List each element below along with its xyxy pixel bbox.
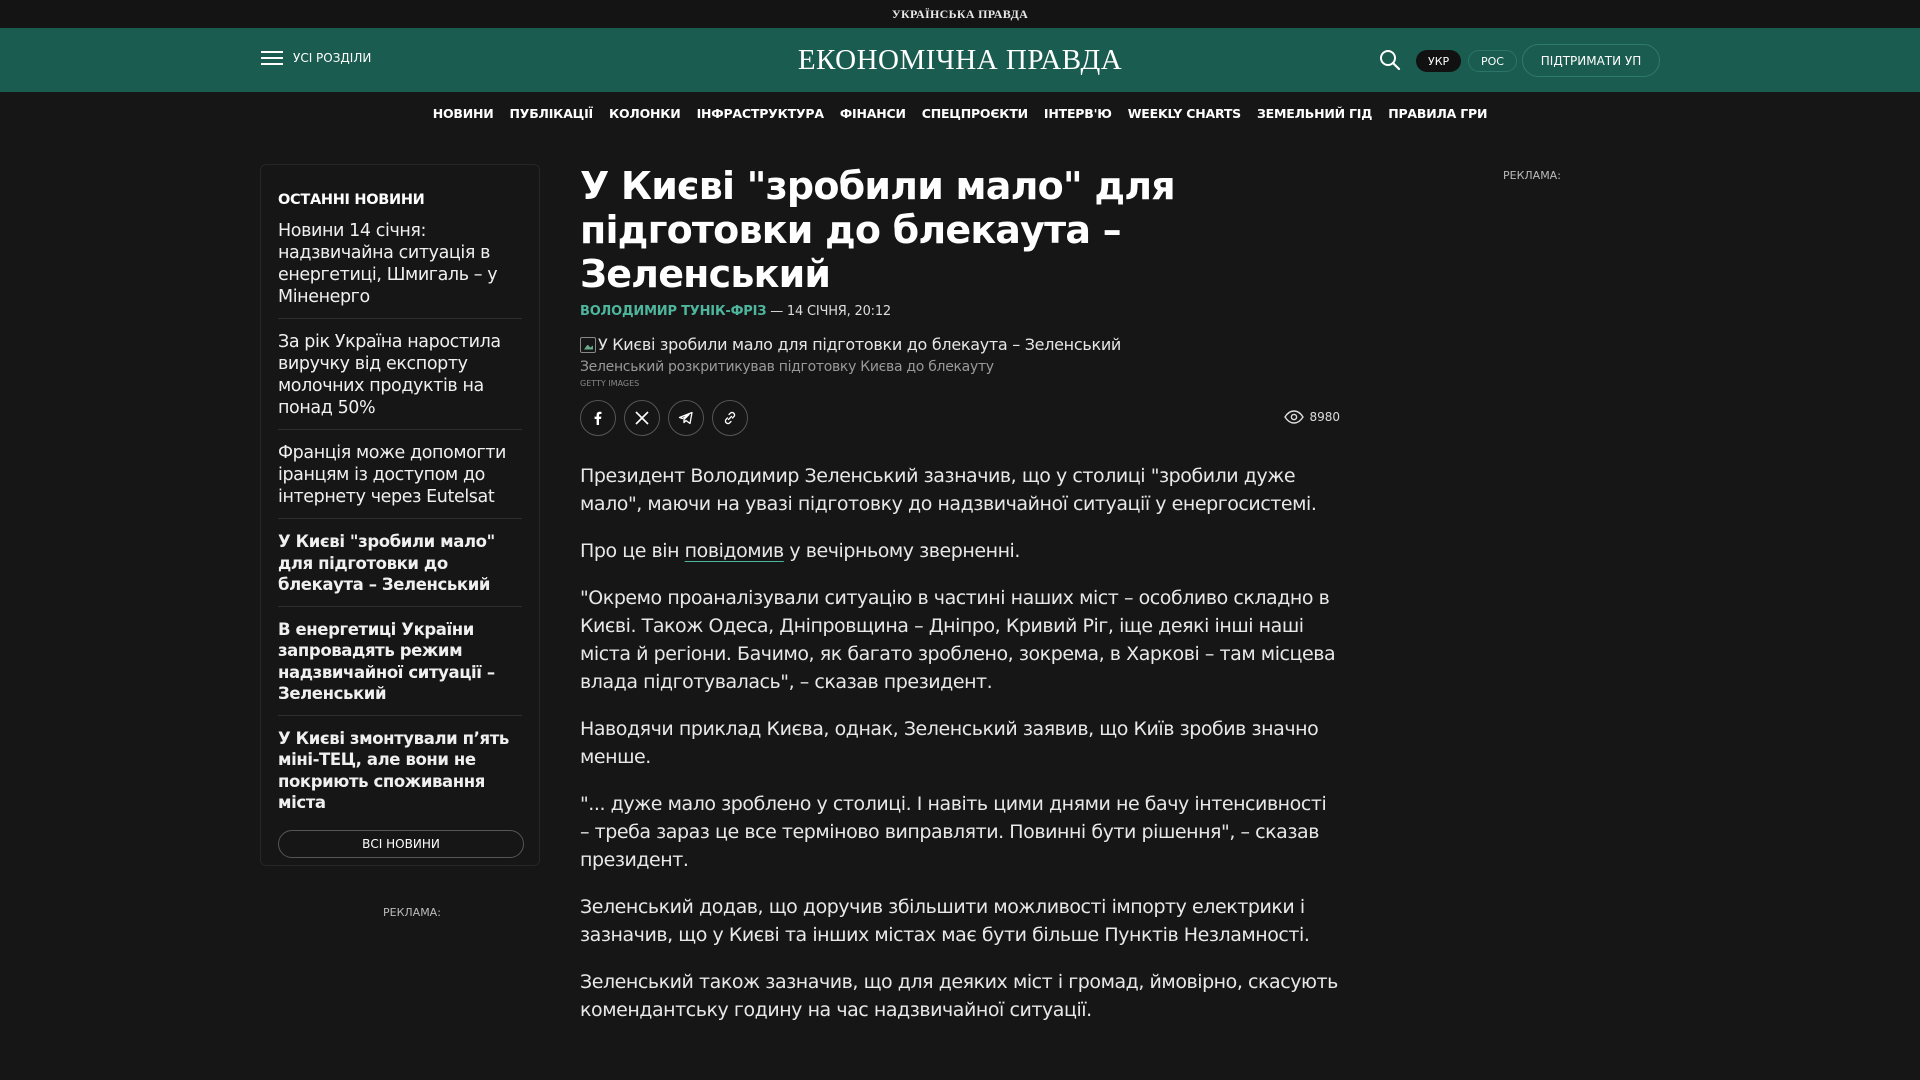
all-news-button[interactable]: ВСІ НОВИНИ — [278, 830, 524, 858]
latest-news-title: ОСТАННІ НОВИНИ — [278, 192, 425, 208]
search-icon[interactable] — [1379, 49, 1401, 71]
article-title: У Києві "зробили мало" для підготовки до блекаута – Зеленський — [580, 164, 1175, 296]
article-paragraph: Зеленський також зазначив, що для деяких міст і громад, ймовірно, скасують комендантську годину на час надзвичайної ситуації. — [580, 971, 1338, 1021]
nav-item-interview[interactable]: ІНТЕРВ'Ю — [1043, 106, 1112, 121]
up-logo[interactable]: УКРАЇНСЬКА ПРАВДА — [891, 6, 1029, 21]
article-date: — 14 СІЧНЯ, 20:12 — [766, 304, 891, 319]
article-paragraph — [580, 537, 1340, 565]
site-header — [0, 28, 1920, 92]
article-image-alt-text: У Києві зробили мало для підготовки до блекаута – Зеленський — [598, 335, 1122, 354]
news-list-item[interactable]: Франція може допомогти іранцям із доступом до інтернету через Eutelsat — [278, 430, 522, 519]
lang-ros-button[interactable]: РОС — [1468, 50, 1517, 72]
article — [580, 164, 1340, 1024]
nav-item-columns[interactable]: КОЛОНКИ — [608, 106, 681, 121]
ad-label-right: РЕКЛАМА: — [1503, 169, 1561, 182]
copy-link-button[interactable] — [712, 400, 748, 436]
news-list-item[interactable]: У Києві "зробили мало" для підготовки до блекаута – Зеленський — [278, 519, 522, 607]
article-author-link[interactable]: ВОЛОДИМИР ТУНІК-ФРІЗ — [580, 304, 767, 319]
news-list-item[interactable]: За рік Україна наростила виручку від експорту молочних продуктів на понад 50% — [278, 319, 522, 430]
nav-item-rules-of-game[interactable]: ПРАВИЛА ГРИ — [1388, 106, 1488, 121]
news-list-item[interactable]: В енергетиці України запровадять режим надзвичайної ситуації – Зеленський — [278, 607, 522, 716]
share-facebook-button[interactable] — [580, 400, 616, 436]
ad-label-left: РЕКЛАМА: — [383, 906, 441, 919]
nav-item-special-projects[interactable]: СПЕЦПРОЄКТИ — [921, 106, 1028, 121]
article-image — [580, 335, 1340, 354]
news-list-item[interactable]: Новини 14 січня: надзвичайна ситуація в енергетиці, Шмигаль – у Міненерго — [278, 216, 522, 319]
paragraph-text: у вечірньому зверненні. — [783, 540, 1020, 562]
x-icon — [635, 411, 649, 425]
nav-item-weekly-charts[interactable]: WEEKLY CHARTS — [1127, 106, 1241, 121]
lang-ukr-button[interactable]: УКР — [1416, 50, 1461, 72]
nav-item-finance[interactable]: ФІНАНСИ — [839, 106, 906, 121]
article-byline — [580, 304, 1340, 319]
broken-image-icon — [580, 337, 596, 353]
image-caption: Зеленський розкритикував підготовку Києва до блекауту — [580, 359, 994, 375]
view-count: 8980 — [1309, 410, 1340, 424]
article-paragraph: Президент Володимир Зеленський зазначив, що у столиці "зробили дуже мало", маючи на увазі підготовку до надзвичайної ситуації у енергосистемі. — [580, 465, 1317, 515]
main-nav — [0, 92, 1920, 135]
share-telegram-button[interactable] — [668, 400, 704, 436]
article-body — [580, 462, 1340, 1024]
support-button[interactable]: ПІДТРИМАТИ УП — [1522, 44, 1660, 77]
site-logo[interactable]: ЕКОНОМІЧНА ПРАВДА — [797, 44, 1123, 76]
paragraph-text: Про це він — [580, 540, 685, 562]
link-icon — [722, 410, 738, 426]
eye-icon — [1284, 410, 1304, 424]
telegram-icon — [678, 410, 694, 426]
image-credit: GETTY IMAGES — [580, 379, 640, 388]
news-list-item[interactable]: У Києві змонтували п’ять міні-ТЕЦ, але вони не покриють споживання міста — [278, 728, 509, 812]
facebook-icon — [590, 410, 606, 426]
nav-item-infrastructure[interactable]: ІНФРАСТРУКТУРА — [696, 106, 824, 121]
article-paragraph: Зеленський додав, що доручив збільшити можливості імпорту електрики і зазначив, що у Києві та інших містах має бути більше Пунктів Незламності. — [580, 896, 1310, 946]
nav-item-land-guide[interactable]: ЗЕМЕЛЬНИЙ ГІД — [1256, 106, 1373, 121]
latest-news-sidebar — [260, 164, 540, 866]
top-brand-bar — [0, 0, 1920, 28]
view-counter — [1284, 410, 1340, 424]
nav-item-news[interactable]: НОВИНИ — [432, 106, 494, 121]
latest-news-list — [278, 216, 522, 824]
all-sections-label: УСІ РОЗДІЛИ — [293, 51, 372, 65]
article-paragraph: "... дуже мало зроблено у столиці. І навіть цими днями не бачу інтенсивності – треба зараз це все терміново виправляти. Повинні бути рішення", – сказав президент. — [580, 793, 1327, 871]
share-row — [580, 400, 1340, 436]
share-x-button[interactable] — [624, 400, 660, 436]
article-paragraph: "Окремо проаналізували ситуацію в частині наших міст – особливо складно в Києві. Також Одеса, Дніпровщина – Дніпро, Кривий Ріг, іще деякі інші наші міста й регіони. Бачимо, як багато зроблено, зокрема, в Харкові – там місцева влада підготувалась", – сказав президент. — [580, 587, 1336, 693]
article-paragraph: Наводячи приклад Києва, однак, Зеленський заявив, що Київ зробив значно менше. — [580, 718, 1319, 768]
nav-item-publications[interactable]: ПУБЛІКАЦІЇ — [509, 106, 593, 121]
source-link[interactable]: повідомив — [684, 540, 784, 562]
